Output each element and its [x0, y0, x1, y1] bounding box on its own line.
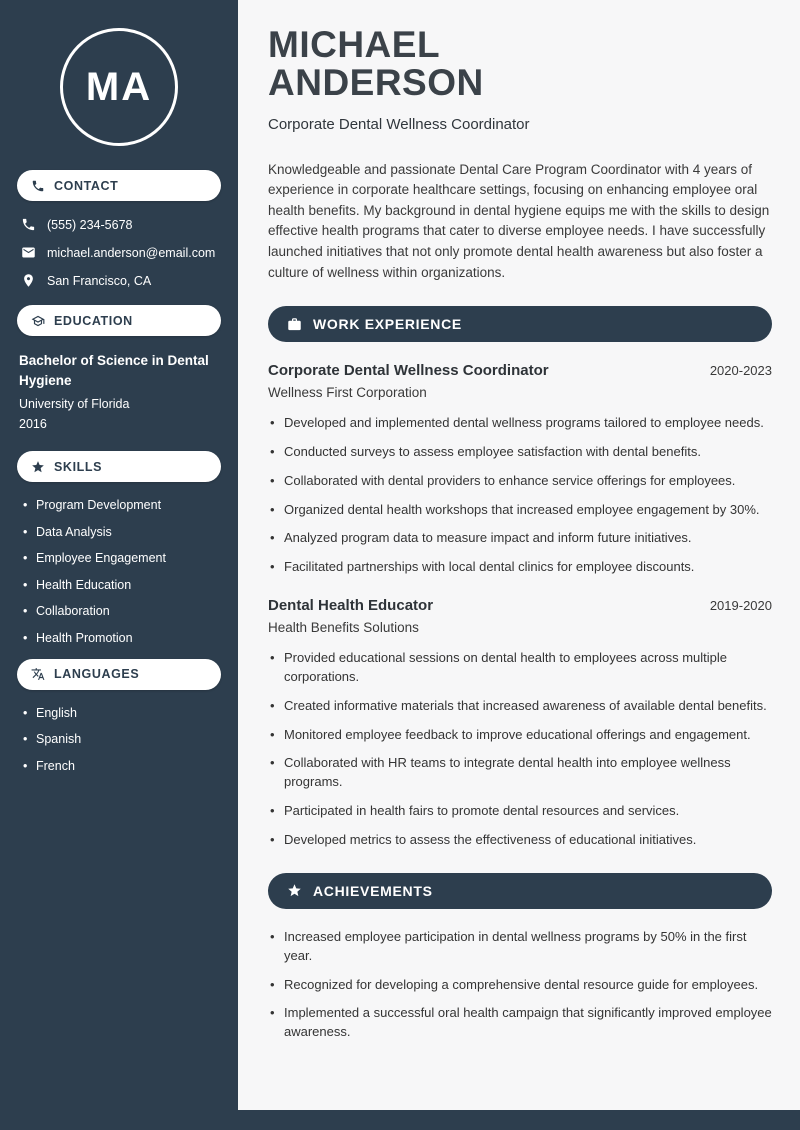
star-icon: [287, 883, 302, 898]
languages-section-title: LANGUAGES: [54, 667, 140, 682]
contact-location: [21, 273, 221, 288]
jobs-list: [268, 362, 772, 850]
job-bullet-list: [268, 649, 772, 850]
job-entry: [268, 597, 772, 850]
job-bullet: • Monitored employee feedback to improve educational offerings and engagement.: [268, 726, 772, 745]
person-name: [268, 26, 772, 103]
achievements-list: [268, 928, 772, 1042]
sidebar: [0, 0, 238, 1130]
contact-section-title: CONTACT: [54, 178, 119, 193]
job-dates: 2020-2023: [709, 363, 772, 379]
achievement-bullet: • Recognized for developing a comprehensive dental resource guide for employees.: [268, 976, 772, 995]
job-bullet: • Provided educational sessions on dental health to employees across multiple corporations.: [268, 649, 772, 687]
phone-icon: [21, 217, 36, 232]
skill-item: • Collaboration: [23, 604, 221, 618]
work-experience-header: [268, 306, 772, 342]
contact-rows: [21, 217, 221, 288]
job-header: [268, 362, 772, 379]
job-dates: 2019-2020: [709, 598, 772, 614]
job-role: Dental Health Educator: [268, 597, 434, 615]
education-entry: [19, 351, 219, 431]
job-bullet: • Collaborated with HR teams to integrate dental health into employee wellness programs.: [268, 754, 772, 792]
avatar-initials: MA: [85, 64, 153, 109]
language-item: • English: [23, 706, 221, 720]
graduation-cap-icon: [31, 314, 45, 328]
skill-item: • Health Promotion: [23, 631, 221, 645]
skill-item: • Program Development: [23, 498, 221, 512]
job-bullet: • Collaborated with dental providers to enhance service offerings for employees.: [268, 472, 772, 491]
education-section-header: [17, 305, 221, 336]
language-item: • Spanish: [23, 732, 221, 746]
contact-phone-value: (555) 234-5678: [47, 217, 133, 232]
job-company: Wellness First Corporation: [268, 385, 427, 401]
skills-section-header: [17, 451, 221, 482]
job-bullet: • Organized dental health workshops that increased employee engagement by 30%.: [268, 501, 772, 520]
briefcase-icon: [287, 317, 302, 332]
contact-email-value: michael.anderson@email.com: [47, 245, 216, 260]
contact-section-header: [17, 170, 221, 201]
main-content: [238, 0, 800, 1130]
job-company: Health Benefits Solutions: [268, 620, 419, 636]
language-item: • French: [23, 759, 221, 773]
mail-icon: [21, 245, 36, 260]
work-experience-title: WORK EXPERIENCE: [313, 316, 462, 333]
skill-item: • Health Education: [23, 578, 221, 592]
job-role: Corporate Dental Wellness Coordinator: [268, 362, 549, 380]
education-section-title: EDUCATION: [54, 313, 133, 328]
job-bullet: • Developed and implemented dental wellness programs tailored to employee needs.: [268, 414, 772, 433]
last-name: ANDERSON: [268, 62, 484, 104]
education-degree: Bachelor of Science in Dental Hygiene: [19, 353, 209, 388]
contact-location-value: San Francisco, CA: [47, 273, 152, 288]
skill-item: • Employee Engagement: [23, 551, 221, 565]
achievements-header: [268, 873, 772, 909]
summary-paragraph: Knowledgeable and passionate Dental Care Program Coordinator with 4 years of experience in corporate healthcare settings, focusing on enhancing employee oral health benefits. My background in dental hygiene equips me with the skills to design effective health programs that cater to diverse employee needs. I have successfully launched initiatives that not only promote dental health awareness but also foster a culture of wellness within organizations.: [268, 161, 770, 280]
avatar: [60, 28, 178, 146]
achievements-title: ACHIEVEMENTS: [313, 882, 433, 899]
languages-section-header: [17, 659, 221, 690]
job-bullet: • Developed metrics to assess the effectiveness of educational initiatives.: [268, 831, 772, 850]
job-bullet: • Created informative materials that increased awareness of available dental benefits.: [268, 697, 772, 716]
education-school: University of Florida: [19, 397, 130, 412]
skills-section-title: SKILLS: [54, 459, 103, 474]
phone-icon: [31, 179, 45, 193]
skills-list: [23, 498, 221, 645]
person-job-title: Corporate Dental Wellness Coordinator: [268, 115, 530, 133]
star-icon: [31, 460, 45, 474]
footer-bar: [0, 1110, 800, 1130]
job-bullet-list: [268, 414, 772, 577]
achievement-bullet: • Implemented a successful oral health campaign that significantly improved employee awareness.: [268, 1004, 772, 1042]
location-pin-icon: [21, 273, 36, 288]
job-bullet: • Analyzed program data to measure impact and inform future initiatives.: [268, 529, 772, 548]
translate-icon: [31, 667, 45, 681]
languages-list: [23, 706, 221, 773]
job-bullet: • Conducted surveys to assess employee satisfaction with dental benefits.: [268, 443, 772, 462]
job-bullet: • Facilitated partnerships with local dental clinics for employee discounts.: [268, 558, 772, 577]
education-year: 2016: [19, 417, 47, 432]
achievement-bullet: • Increased employee participation in dental wellness programs by 50% in the first year.: [268, 928, 772, 966]
contact-phone: [21, 217, 221, 232]
job-bullet: • Participated in health fairs to promote dental resources and services.: [268, 802, 772, 821]
contact-email: [21, 245, 221, 260]
job-entry: [268, 362, 772, 577]
skill-item: • Data Analysis: [23, 525, 221, 539]
first-name: MICHAEL: [268, 24, 441, 65]
job-header: [268, 597, 772, 614]
